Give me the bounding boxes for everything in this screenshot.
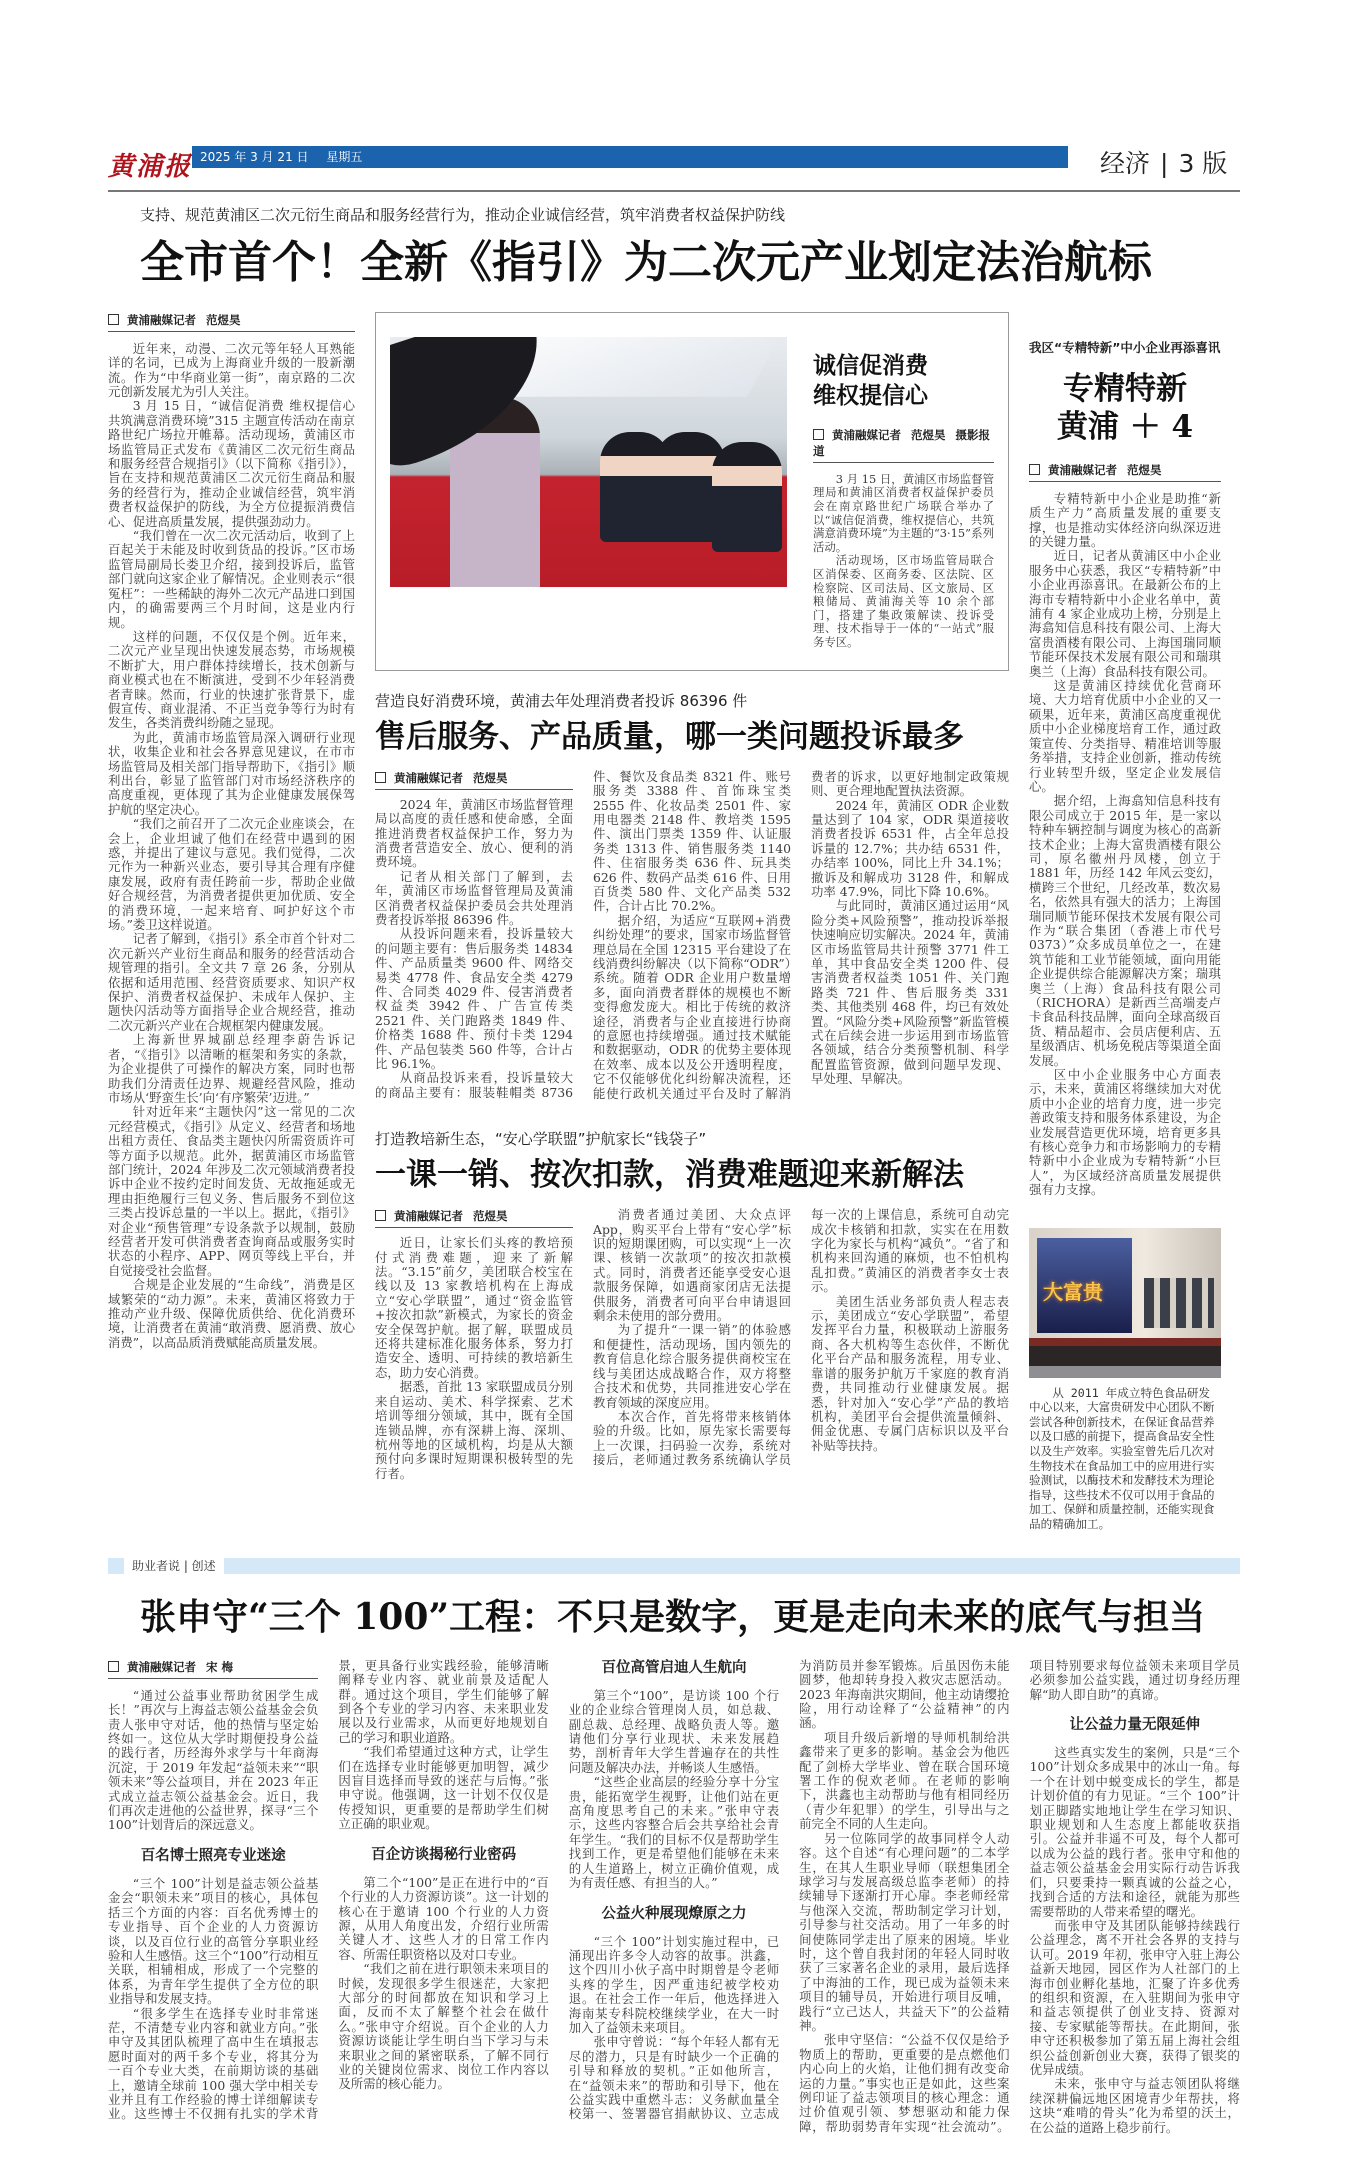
photo-box-body [813, 473, 994, 650]
paragraph: 记者了解到，《指引》系全市首个针对二次元新兴产业衍生商品和服务的经营活动合规管理的指引。全文共 7 章 26 条，分别从依据和适用范围、经营资质要求、知识产权保护、消费者权益保护、未成年人保护、主题快闪活动等方面指导企业合规经营，推动二次元新兴产业在合规框架内健康发展。 [108, 931, 355, 1033]
paragraph: 3 月 15 日，黄浦区市场监督管理局和黄浦区消费者权益保护委员会在南京路世纪广场联合举办了以“诚信促消费，维权提信心，共筑满意消费环境”为主题的“3·15”系列活动。 [813, 471, 994, 554]
byline-role: 黄浦融媒记者 [394, 770, 463, 785]
sidebar-kicker: 我区“专精特新”中小企业再添喜讯 [1029, 339, 1221, 355]
subheading: 让公益力量无限延伸 [1069, 1717, 1200, 1734]
restaurant-photo [1029, 1228, 1221, 1378]
section-band [108, 1558, 1240, 1574]
subheading: 百企访谈揭秘行业密码 [371, 1846, 517, 1863]
byline-name: 范煜昊 [473, 1209, 508, 1224]
byline-square-icon [1029, 464, 1040, 475]
sidebar-body [1029, 492, 1221, 1198]
paragraph: 记者从相关部门了解到，去年，黄浦区市场监督管理局及黄浦区消费者权益保护委员会共处理消费者投诉举报 86396 件。 [375, 868, 573, 927]
education-headline: 一课一销、按次扣款，消费难题迎来新解法 [375, 1157, 964, 1194]
paragraph: 这些真实发生的案例，只是“三个 100”计划众多成果中的冰山一角。每一个在计划中蜕变成长的学生，都是计划价值的有力见证。“三个 100”计划正脚踏实地地让学生在学习知识、职业规划和人生态度上都能收获指引。公益并非遥不可及，每个人都可以成为公益的践行者。张申守和他的益志领公益基金会用实际行动告诉我们，只要秉持一颗真诚的公益之心，找到合适的方法和途径，就能为那些需要帮助的人带来希望的曙光。 [1029, 1745, 1240, 1919]
issue-weekday: 星期五 [326, 150, 363, 164]
byline-square-icon [108, 314, 119, 325]
building-windows [1144, 1278, 1214, 1328]
lead-kicker: 支持、规范黄浦区二次元衍生商品和服务经营行为，推动企业诚信经营，筑牢消费者权益保护防线 [140, 206, 786, 224]
paragraph: 未来，张申守与益志领团队将继续深耕偏远地区困境青少年帮扶，将这块“难啃的骨头”化为希望的沃土，在公益的道路上稳步前行。 [1029, 2076, 1240, 2135]
title-line: 专精特新 [1063, 370, 1187, 407]
byline [108, 1659, 318, 1679]
byline-name: 范煜昊 [206, 312, 241, 327]
paragraph: 第三个“100”，是访谈 100 个行业的企业综合管理岗人员，如总裁、副总裁、总经理、战略负责人等。邀请他们分享行业现状、未来发展趋势，剖析青年大学生普遍存在的共性问题及解决办法，并畅谈人生感悟。 [568, 1687, 780, 1775]
byline-square-icon [108, 1661, 119, 1672]
byline-name: 宋 梅 [206, 1659, 234, 1674]
paragraph: 区中小企业服务中心方面表示，未来，黄浦区将继续加大对优质中小企业的培育力度，进一步完善政策支持和服务体系建设，为企业发展营造更优环境，培育更多具有核心竞争力和市场影响力的专精特新中小企业成为专精特新“小巨人”，为区域经济高质量发展提供强有力支撑。 [1029, 1067, 1221, 1198]
feature-headline: 张申守“三个 100”工程：不只是数字，更是走向未来的底气与担当 [140, 1595, 1206, 1638]
paragraph: “三个 100”计划实施过程中，已涌现出许多令人动容的故事。洪鑫，这个四川小伙子高中时期曾是令老师头疼的学生，因严重违纪被学校劝退。在社会工作一年后，他选择进入海南某专科院校继续学业，在大一时加入了益领未来项目。 [568, 1933, 780, 2035]
paragraph: 项目升级后新增的导师机制给洪鑫带来了更多的影响。基金会为他匹配了剑桥大学毕业、曾在联合国环境署工作的倪欢老师。在老师的影响下，洪鑫也主动帮助与他有相同经历（青少年犯罪）的学生，引导出与之前完全不同的人生走向。 [799, 1729, 1010, 1832]
article-grid [108, 312, 1240, 1532]
middle-column [375, 312, 1009, 1481]
lead-headline: 全市首个！全新《指引》为二次元产业划定法治航标 [140, 237, 1152, 288]
newspaper-logo: 黄浦报 [108, 152, 193, 182]
paragraph: 这样的问题，不仅仅是个例。近年来，二次元产业呈现出快速发展态势，市场规模不断扩大，用户群体持续增长，技术创新与商业模式也在不断演进，受到不少年轻消费者青睐。然而，行业的快速扩张背景下，虚假宣传、商业混淆、不正当竞争等行为时有发生，各类消费纠纷随之显现。 [108, 628, 355, 731]
paragraph: 据悉，首批 13 家联盟成员分别来自运动、美术、科学探索、艺术培训等细分领域，其中，既有全国连锁品牌，亦有深耕上海、深圳、杭州等地的区域机构，均是从大额预付向多课时短期课积极转型的先行者。 [375, 1379, 573, 1481]
byline-name: 范煜昊 [911, 427, 946, 442]
paragraph: “这些企业高层的经验分享十分宝贵，能拓宽学生视野，让他们站在更高角度思考自己的未来。”张申守表示，这些内容整合后会共享给社会青年学生。“我们的目标不仅是帮助学生找到工作，更是希望他们能够在未来的人生道路上，树立正确价值观，成为有责任感、有担当的人。” [568, 1774, 780, 1891]
paragraph: “很多学生在选择专业时非常迷茫，不清楚专业内容和就业方向。”张申守及其团队梳理了高中生在填报志愿时面对的两千多个专业，将其分为一百个专业大类，在前期访谈的基础上，邀请全球前 100 强大学中相关专业并且有工作经验的博士详细解读专业。这些博士不仅拥有扎实的学术背景，更具备行业实践经验，能够清晰阐释专业内容、就业前景及适配人群。通过这个项目，学生们能够了解到各个专业的学习内容、未来职业发展以及行业需求，从而更好地规划自己的学习和职业道路。 [108, 1657, 549, 2122]
sidebar-title [1029, 370, 1221, 446]
paragraph: 近日，让家长们头疼的教培预付式消费难题，迎来了新解法。“3.15”前夕，美团联合校宝在线以及 13 家教培机构在上海成立“安心学联盟”，通过“资金监管+按次扣款”新模式，为家长的资金安全保驾护航。据了解，联盟成员还将共建标准化服务体系，努力打造安全、透明、可持续的教培新生态，助力安心消费。 [375, 1235, 573, 1380]
title-line: 维权提信心 [813, 381, 928, 409]
byline-square-icon [375, 772, 386, 783]
photo-box-title [813, 351, 994, 411]
paragraph: “通过公益事业帮助贫困学生成长！”再次与上海益志领公益基金会负责人张申守对话，他的热情与坚定始终如一。这位从大学时期便投身公益的践行者，历经海外求学与十年商海沉淀，于 2019 年发起“益领未来”“职领未来”等公益项目，并在 2023 年正式成立益志领公益基金会。近日，我们再次走进他的公益世界，探寻“三个 100”计划背后的深远意义。 [108, 1687, 319, 1833]
paragraph: “三个 100”计划是益志领公益基金会“职领未来”项目的核心，具体包括三个方面的内容：百名优秀博士的专业指导、百个企业的人力资源访谈，以及百位行业的高管分享职业经验和人生感悟。这三个“100”行动相互关联，相辅相成，形成了一个完整的体系，为青年学生提供了全方位的职业指导和发展支持。 [108, 1875, 319, 2007]
caption-text: 从 2011 年成立特色食品研发中心以来，大富贵研发中心团队不断尝试各种创新技术，在保证食品营养以及口感的前提下，提高食品安全性以及生产效率。实验室曾先后几次对生物技术在食品加工中的应用进行实验测试，以酶技术和发酵技术为理论指导，这些技术不仅可以用于食品的加工、保鲜和质量控制，还能实现食品的精确加工。 [1029, 1385, 1215, 1532]
paragraph: 专精特新中小企业是助推“新质生产力”高质量发展的重要支撑，也是推动实体经济向纵深迈进的关键力量。 [1029, 490, 1221, 550]
feature-body [108, 1659, 1240, 2175]
event-photo [390, 337, 787, 587]
street [1029, 1338, 1221, 1378]
education-kicker: 打造教培新生态，“安心学联盟”护航家长“钱袋子” [375, 1130, 707, 1149]
paragraph: 从投诉问题来看，投诉量较大的问题主要有：售后服务类 14834 件、产品质量类 9600 件、网络交易类 4778 件、食品安全类 4279 件、合同类 4029 件、侵害消费者权益类 3942 件、广告宣传类 2521 件、关门跑路类 1849 件、价格类 1688 件、预付卡类 1294 件、产品包装类 560 件等，合计占比 96.1%。 [375, 926, 573, 1072]
issue-date: 2025 年 3 月 21 日 [200, 150, 309, 164]
paragraphs [375, 770, 1009, 1101]
complaints-kicker: 营造良好消费环境，黄浦去年处理消费者投诉 86396 件 [375, 691, 748, 710]
section-name: 经济 [1100, 149, 1151, 178]
paragraph: 另一位陈同学的故事同样令人动容。这个自述“有心理问题”的二本学生，在其人生职业导师（联想集团全球学习与发展高级总监李老师）的持续辅导下逐渐打开心扉。李老师经常与他深入交流，帮助制定学习计划，引导参与社交活动。用了一年多的时间使陈同学走出了原来的困境。毕业时，这个曾自我封闭的年轻人同时收获了三家著名企业的录用，最后选择了中海油的工作，现已成为益领未来项目的辅导员，开始进行项目反哺，践行“立己达人，共益天下”的公益精神。 [799, 1830, 1010, 2033]
subheading: 公益火种展现燎原之力 [601, 1905, 747, 1922]
byline-role: 黄浦融媒记者 [127, 312, 196, 327]
paragraph: 活动现场，区市场监管局联合区消保委、区商务委、区法院、区检察院、区司法局、区文旅局、区粮储局、黄浦海关等 10 余个部门，搭建了集政策解读、投诉受理、技术指导于一体的“一站式”服务专区。 [813, 553, 994, 649]
photo-box-text [813, 337, 994, 650]
byline-role: 黄浦融媒记者 [1048, 462, 1117, 477]
paragraph: 与此同时，黄浦区通过运用“风险分类+风险预警”，推动投诉举报快速响应切实解决。2024 年，黄浦区市场监管局共计预警 3771 件工单，其中食品安全类 1200 件、侵害消费者权益类 1051 件、关门跑路类 721 件、售后服务类 331 类、其他类别 468 件，均已有效处置。“风险分类+风险预警”新监管模式在后续会进一步运用到市场监管各领域，结合分类预警机制、科学配置监管资源，做到问题早发现、早处理、早解决。 [811, 898, 1009, 1087]
byline-square-icon [375, 1210, 386, 1221]
restaurant-sign: 大富贵 [1043, 1279, 1103, 1304]
paragraph: 美团生活业务部负责人程志表示，美团成立“安心学联盟”，希望发挥平台力量，积极联动上游服务商、各大机构等生态伙伴，不断优化平台产品和服务流程，用专业、靠谱的服务护航万千家庭的教育消费，共同推动行业健康发展。据悉，针对加入“安心学”产品的教培机构，美团平台会提供流量倾斜、佣金优惠、专属门店标识以及平台补贴等扶持。 [811, 1293, 1009, 1453]
page-number: 3 版 [1178, 149, 1228, 178]
subheading: 百名博士照亮专业迷途 [140, 1847, 286, 1864]
byline [1029, 462, 1221, 482]
paragraph: “我们之前召开了二次元企业座谈会，在会上，企业坦诚了他们在经营中遇到的困惑，并提出了建议与意见。我们觉得，二次元作为一种新兴业态，要引导其合理有序健康发展，政府有责任跨前一步，帮助企业做好合规经营，为消费者提供更加优质、安全的消费环境，一起来培育、呵护好这个市场。”娄卫这样说道。 [108, 816, 355, 933]
byline [108, 312, 355, 332]
byline-note: 摄影报道 [813, 427, 990, 458]
title-line: 诚信促消费 [813, 351, 928, 379]
byline-role: 黄浦融媒记者 [127, 1659, 196, 1674]
paragraph: 上海新世界城副总经理李蔚告诉记者，“《指引》以清晰的框架和务实的条款，为企业提供了可操作的解决方案，同时也帮助我们分清责任边界、规避经营风险，推动市场从‘野蛮生长’向‘有序繁荣’迈进。” [108, 1032, 355, 1105]
byline-name: 范煜昊 [473, 770, 508, 785]
paragraph: 合规是企业发展的“生命线”，消费是区域繁荣的“动力源”。未来，黄浦区将致力于推动产业升级、保障优质供给、优化消费环境，让消费者在黄浦“敢消费、愿消费、放心消费”，以高品质消费赋能高质量发展。 [108, 1277, 355, 1350]
date-bar [192, 146, 1068, 168]
paragraph: 张申守曾说：“每个年轻人都有无尽的潜力，只是有时缺少一个正确的引导和释放的契机。”正如他所言，在“益领未来”的帮助和引导下，他在公益实践中重燃斗志：义务献血量全校第一、签署器官捐献协议、立志成为消防员并参军锻炼。后虽因伤未能圆梦，他却转身投入救灾志愿活动。2023 年海南洪灾期间，他主动请缨抢险，用行动诠释了“公益精神”的内涵。 [568, 1657, 1010, 2122]
byline [813, 427, 994, 463]
paragraph: 消费者通过美团、大众点评 App，购买平台上带有“安心学”标识的短期课团购，可以实现“上一次课、核销一次款项”的按次扣款模式。同时，消费者还能享受安心退款服务保障，如遇商家闭店无法提供服务，消费者可向平台申请退回剩余未使用的部分费用。 [593, 1207, 791, 1324]
paragraph: 张申守坚信：“公益不仅仅是给予物质上的帮助，更重要的是点燃他们内心向上的火焰，让他们拥有改变命运的力量。”事实也正是如此，这些案例印证了益志领项目的核心理念：通过价值观引领、梦想驱动和能力保障，帮助弱势青年实现“社会流动”。项目特别要求每位益领未来项目学员必须参加公益实践，通过切身经历理解“助人即自助”的真谛。 [799, 1657, 1240, 2134]
paragraph: 2024 年，黄浦区市场监督管理局以高度的责任感和使命感，全面推进消费者权益保护工作，努力为消费者营造安全、放心、便利的消费环境。 [375, 796, 573, 870]
byline-role: 黄浦融媒记者 [394, 1209, 463, 1224]
complaints-body [375, 770, 1009, 1101]
complaints-headline: 售后服务、产品质量，哪一类问题投诉最多 [375, 718, 964, 755]
paragraph: 近日，记者从黄浦区中小企业服务中心获悉，我区“专精特新”中小企业再添喜讯。在最新公布的上海市专精特新中小企业名单中，黄浦有 4 家企业成功上榜，分别是上海翕知信息科技有限公司、上海大富贵酒楼有限公司、上海国瑞同顺节能环保技术发展有限公司和瑞琪奥兰（上海）食品科技有限公司。 [1029, 548, 1221, 679]
photo-feature-box [375, 312, 1009, 671]
separator: | [1160, 149, 1169, 178]
paragraph: 2024 年，黄浦区 ODR 企业数量达到了 104 家，ODR 渠道接收消费者投诉 6531 件，占全年总投诉量的 12.7%；共办结 6531 件，办结率 100%，同比上升 34.1%；撤诉及和解成功 3128 件，和解成功率 47.9%，同比下降 10.6%。 [811, 797, 1009, 899]
paragraph: 为了提升“一课一销”的体验感和便捷性，活动现场，国内领先的教育信息化综合服务提供商校宝在线与美团达成战略合作，双方将整合技术和优势，共同推进安心学在教育领域的深度应用。 [593, 1322, 791, 1410]
byline-square-icon [813, 429, 824, 440]
header-rule [108, 190, 1240, 192]
paragraph: 这是黄浦区持续优化营商环境、大力培育优质中小企业的又一硕果，近年来，黄浦区高度重视优质中小企业梯度培育工作，通过政策宣传、分类指导、精准培训等服务举措，支持企业创新，推动传统行业转型升级，坚定企业发展信心。 [1029, 678, 1221, 794]
education-body [375, 1208, 1009, 1481]
paragraph: 3 月 15 日，“诚信促消费 维权提信心 共筑满意消费环境”315 主题宣传活动在南京路世纪广场拉开帷幕。活动现场，黄浦区市场监管局正式发布《黄浦区二次元衍生商品和服务经营合规指引》（以下简称《指引》），旨在支持和规范黄浦区二次元衍生商品和服务的经营行为，推动企业诚信经营，筑牢消费者权益保护的防线，为全方位提振消费信心、促进高质量发展，提供强劲动力。 [108, 398, 355, 529]
paragraph: 据介绍，为适应“互联网+消费纠纷处理”的要求，国家市场监督管理总局在全国 12315 平台建设了在线消费纠纷解决（以下简称“ODR”）系统。随着 ODR 企业用户数量增多，面向消费者群体的规模也不断变得愈发庞大。相比于传统的救济途径，消费者与企业直接进行协商的意愿也持续增强。通过技术赋能和数据驱动，ODR 的优势主要体现在效率、成本以及公开透明程度，它不仅能够优化纠纷解决流程，还能使行政机关通过平台及时了解消费者的诉求，以更好地制定政策规则、更合理地配置执法资源。 [593, 768, 1009, 1101]
officer-figure [712, 442, 782, 552]
title-line: 黄浦 ＋ 4 [1056, 408, 1194, 445]
paragraph: 第二个“100”是正在进行中的“百个行业的人力资源访谈”。这一计划的核心在于邀请 100 个行业的人力资源，从用人角度出发，介绍行业所需关键人才、这些人才的日常工作内容、所需任职资格以及对口专业。 [338, 1874, 549, 1962]
page-content [108, 205, 1240, 2175]
paragraph: “我们之前在进行职领未来项目的时候，发现很多学生很迷茫，大家把大部分的时间都放在知识和学习上面，反而不太了解整个社会在做什么。”张申守介绍说。百个企业的人力资源访谈能让学生明白当下学习与未来职业之间的紧密联系，了解不同行业的关键岗位需求、岗位工作内容以及所需的核心能力。 [338, 1961, 549, 2092]
subheading: 百位高管启迪人生航向 [601, 1659, 747, 1676]
byline [375, 1208, 573, 1228]
lead-article [108, 312, 355, 1350]
paragraph: 针对近年来“主题快闪”这一常见的二次元经营模式，《指引》从定义、经营者和场地出租方责任、食品类主题快闪所需资质许可等方面予以规范。此外，据黄浦区市场监管部门统计，2024 年涉及二次元领域消费者投诉中企业不按约定时间发货、无故拖延或无理由拒绝履行三包义务、售后服务不到位这三类占投诉总量的一半以上。据此，《指引》对企业“预售管理”专设条款予以规制，鼓励经营者开发可供消费者查询商品或服务实时状态的小程序、APP、网页等线上平台，并自觉接受社会监督。 [108, 1104, 355, 1278]
paragraph: 据介绍，上海翕知信息科技有限公司成立于 2015 年，是一家以特种车辆控制与调度为核心的高新技术企业；上海大富贵酒楼有限公司，原名徽州丹凤楼，创立于 1881 年，历经 142 年风云变幻，横跨三个世纪，几经改革，数次易名，依然具有强大的活力；上海国瑞同顺节能环保技术发展有限公司作为“联合集团（香港上市代号 0373）”众多成员单位之一，在建筑节能和工业节能领域，面向用能企业提供综合能源解决方案；瑞琪奥兰（上海）食品科技有限公司（RICHORA）是新西兰高端麦卢卡食品科技品牌，面向全球高级百货、精品超市、会员店便利店、五星级酒店、机场免税店等渠道全面发展。 [1029, 793, 1221, 1068]
paragraph: 本次合作，首先将带来核销体验的升级。比如，原先家长需要每上一次课，扫码验一次券，系统对接后，老师通过教务系统确认学员每一次的上课信息，系统可自动完成次卡核销和扣款，实实在在用数字化为家长与机构“减负”。“省了和机构来回沟通的麻烦，也不怕机构乱扣费。”黄浦区的消费者李女士表示。 [593, 1207, 1009, 1468]
paragraph: “我们曾在一次二次元活动后，收到了上百起关于未能及时收到货品的投诉。”区市场监管局副局长娄卫介绍，接到投诉后，监管部门就向这家企业了解情况。企业则表示“很冤枉”：一些稀缺的海外二次元产品进口到国内，的确需要两三个月时间，这是业内行规。 [108, 528, 355, 630]
lead-body [108, 342, 355, 1350]
byline-name: 范煜昊 [1127, 462, 1162, 477]
byline-role: 黄浦融媒记者 [832, 427, 901, 442]
section-band-label: 助业者说 | 创述 [124, 1555, 224, 1577]
photo-caption [1029, 1386, 1221, 1532]
paragraph: 而张申守及其团队能够持续践行公益理念，离不开社会各界的支持与认可。2019 年初，张申守入驻上海公益新天地园，园区作为人社部门的上海市创业孵化基地，汇聚了许多优秀的组织和资源，在入驻期间为张申守和益志领提供了创业支持、资源对接、专家赋能等帮扶。在此期间，张申守还积极参加了第五届上海社会组织公益创新创业大赛，获得了银奖的优异成绩。 [1029, 1917, 1240, 2077]
paragraphs [108, 1659, 1240, 2135]
sidebar-article [1029, 340, 1221, 1532]
paragraph: 为此，黄浦市场监管局深入调研行业现状，收集企业和社会各界意见建议，在市市场监管局及相关部门指导帮助下，《指引》顺利出台，彰显了监管部门对市场经济秩序的高度重视，更体现了其为企业健康发展保驾护航的坚定决心。 [108, 729, 355, 817]
paragraph: 近年来，动漫、二次元等年轻人耳熟能详的名词，已成为上海商业升级的一股新潮流。作为“中华商业第一街”，南京路的二次元创新发展尤为引人关注。 [108, 340, 355, 400]
paragraphs [375, 1208, 1009, 1481]
page-indicator [1100, 144, 1227, 180]
byline [375, 770, 573, 790]
paragraph: 从商品投诉来看，投诉量较大的商品主要有：服装鞋帽类 8736 件、餐饮及食品类 8321 件、账号服务类 3388 件、首饰珠宝类 2555 件、化妆品类 2501 件、家用电器类 2148 件、教培类 1595 件、演出门票类 1359 件、认证服务类 1313 件、销售服务类 1140 件、住宿服务类 636 件、玩具类 626 件、数码产品类 616 件、日用百货类 580 件、文化产品类 532 件，合计占比 70.2%。 [375, 768, 791, 1100]
paragraph: “我们希望通过这种方式，让学生们在选择专业时能够更加明智，减少因盲目选择而导致的迷茫与后悔。”张申守说。他强调，这一计划不仅仅是传授知识，更重要的是帮助学生们树立正确的职业观。 [338, 1744, 549, 1832]
